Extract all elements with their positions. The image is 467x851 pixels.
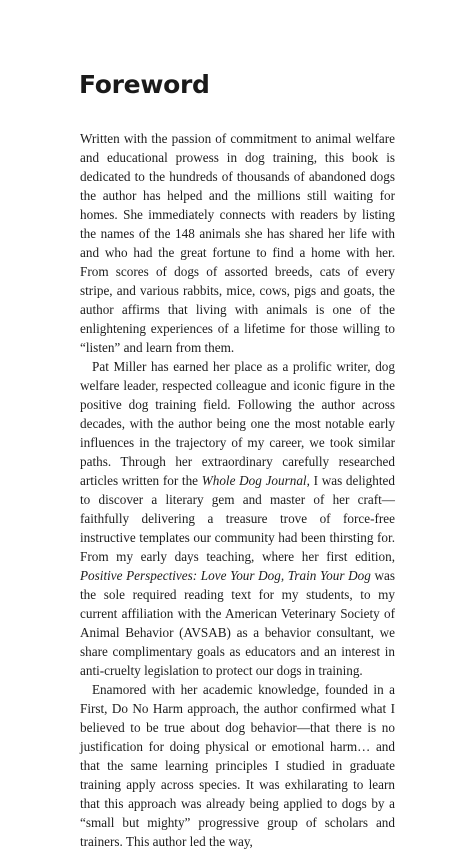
body-paragraph (80, 357, 395, 680)
paragraph-text: was the sole required reading text for my students, to my current affiliation with the American Veterinary Society of Animal Behavior (AVSAB) as a behavior consultant, we share complimentary goals as educators and an interest in anti-cruelty legislation to protect our dogs in training. (80, 568, 395, 678)
italic-title-text: Positive Perspectives: Love Your Dog, Train Your Dog (80, 568, 371, 583)
foreword-body (80, 129, 395, 851)
italic-title-text: Whole Dog Journal (201, 473, 307, 488)
page-title: Foreword (79, 70, 210, 99)
paragraph-text: Enamored with her academic knowledge, founded in a First, Do No Harm approach, the author confirmed what I believed to be true about dog behavior—that there is no justification for doing physical or emotional harm… and that the same learning principles I studied in graduate training apply across species. It was exhilarating to learn that this approach was already being applied to dogs by a “small but mighty” progressive group of scholars and trainers. This author led the way, (80, 682, 395, 849)
paragraph-text: Written with the passion of commitment to animal welfare and educational prowess in dog training, this book is dedicated to the hundreds of thousands of abandoned dogs the author has helped and the millions still waiting for homes. She immediately connects with readers by listing the names of the 148 animals she has shared her life with and who had the great fortune to find a home with her. From scores of dogs of assorted breeds, cats of every stripe, and various rabbits, mice, cows, pigs and goats, the author affirms that living with animals is one of the enlightening experiences of a lifetime for those willing to “listen” and learn from them. (80, 131, 395, 355)
paragraph-text: Pat Miller has earned her place as a prolific writer, dog welfare leader, respected colleague and iconic figure in the positive dog training field. Following the author across decades, with the author being one the most notable early influences in the trajectory of my career, we took similar paths. Through her extraordinary carefully researched articles written for the (80, 359, 395, 488)
body-paragraph (80, 680, 395, 851)
body-paragraph (80, 129, 395, 357)
paragraph-text: , I was delighted to discover a literary gem and master of her craft—faithfully delivering a treasure trove of force-free instructive templates our community had been thirsting for. From my early days teaching, where her first edition, (80, 473, 395, 564)
